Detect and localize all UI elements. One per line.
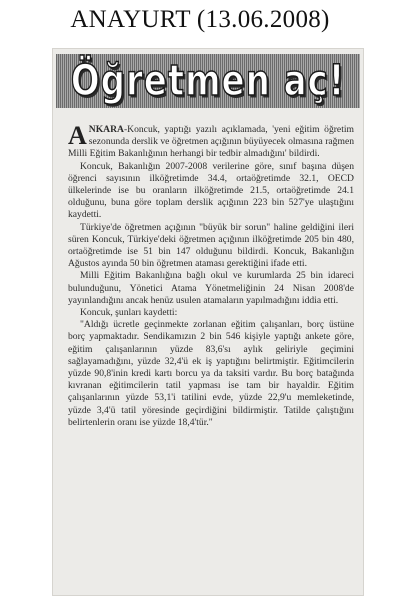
article-paragraph: Milli Eğitim Bakanlığına bağlı okul ve kurumlarda 25 bin idareci bulunduğunu, Yönetici Atama Yönetmeliğinin 24 Nisan 2008'de yayınlandığını ancak henüz usulen atamaların yapılmadığını iddia etti. [68, 270, 354, 306]
paragraph-text: -Koncuk, yaptığı yazılı açıklamada, 'yeni eğitim öğretim sezonunda derslik ve öğretmen açığının büyüyecek olmasına rağmen Milli Eğitim Bakanlığının herhangi bir tedbir almadığını' bildirdi. [68, 124, 354, 160]
newspaper-source-date: ANAYURT (13.06.2008) [70, 6, 330, 33]
article-paragraph [68, 121, 354, 161]
article-quote: "Aldığı ücretle geçinmekte zorlanan eğitim çalışanları, borç üstüne borç yapmaktadır. Sendikamızın 2 bin 546 kişiyle yaptığı ankete göre, eğitim çalışanlarının yüzde 83,6'sı aylık geliriyle geçimini sağlayamadığını, yüzde 32,4'ü ek iş yaptığını belirtmiştir. Eğitimcilerin yüzde 90,8'inin kredi kartı borcu ya da taksiti vardır. Bu borç batağında kıvranan eğitimcilerin tatil yapması ise tam bir hayaldir. Eğitim çalışanlarının yüzde 53,1'i tatilini evde, yüzde 22,9'u memleketinde, yüzde 3,4'ü tatil yöresinde geçirdiğini bildirmiştir. Tatilde çalıştığını belirtenlerin oranı ise yüzde 18,4'tür." [68, 319, 354, 428]
article-paragraph: Koncuk, Bakanlığın 2007-2008 verilerine göre, sınıf başına düşen öğrenci sayısının ilköğretimde 34.4, ortaöğretimde 32.1, OECD ülkelerinde ise bu oranların ilköğretimde 21.5, ortaöğretimde 24.1 olduğunu, buna göre toplam derslik açığının 223 bin 527'ye ulaştığını kaydetti. [68, 160, 354, 221]
headline-banner [56, 54, 360, 108]
newspaper-clipping [52, 48, 364, 596]
dateline: NKARA [88, 124, 124, 135]
drop-cap: A [68, 121, 87, 150]
article-headline: Öğretmen aç! [70, 56, 346, 106]
article-paragraph: Türkiye'de öğretmen açığının "büyük bir sorun" haline geldiğini ileri süren Koncuk, Türkiye'deki öğretmen açığının ilköğretimde 205 bin 480, ortaöğretimde ise 51 bin 147 olduğunu bildirdi. Koncuk, Bakanlığın Ağustos ayında 50 bin öğretmen ataması gerektiğini ifade etti. [68, 221, 354, 270]
article-body [68, 121, 354, 429]
article-paragraph: Koncuk, şunları kaydetti: [80, 307, 178, 319]
